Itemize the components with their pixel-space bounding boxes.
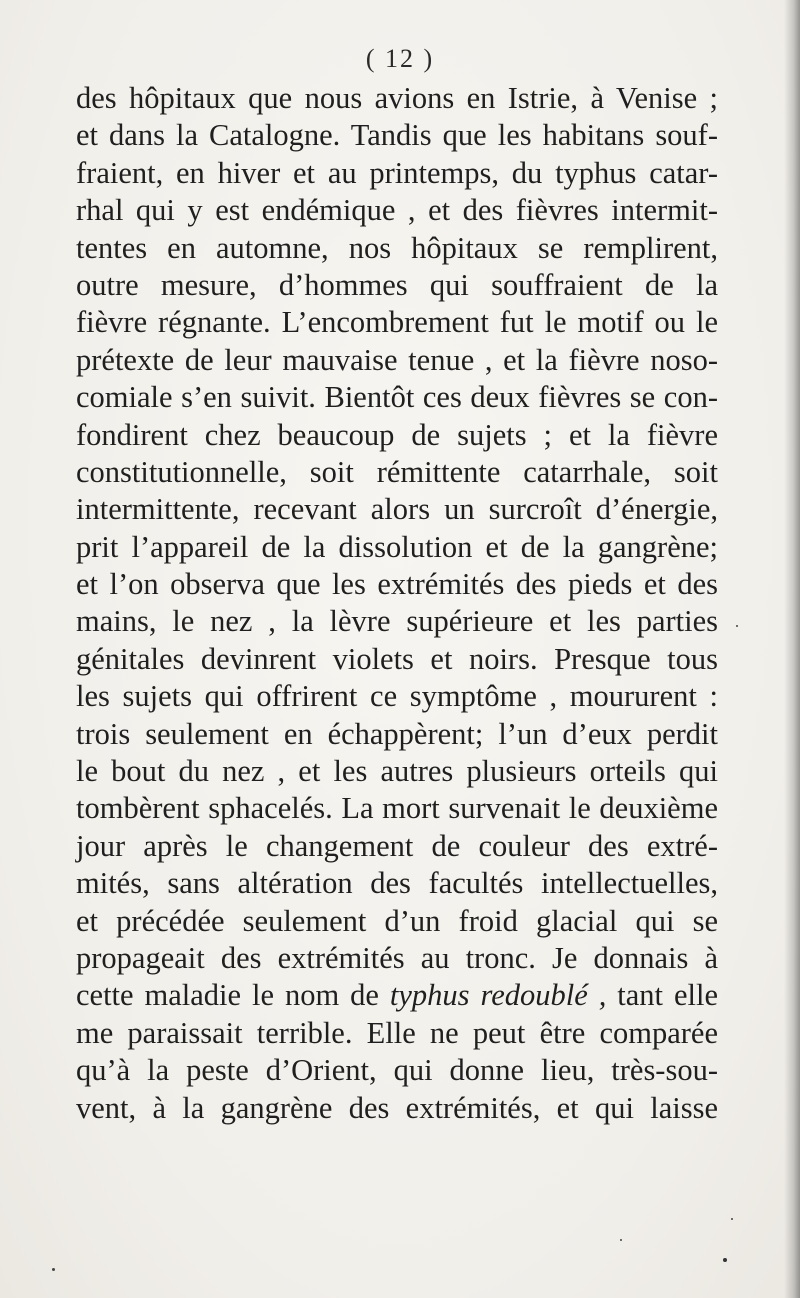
text-line: vent, à la gangrène des extrémités, et qui laisse (76, 1090, 718, 1125)
text-line-typhus (76, 977, 718, 1014)
text-line: génitales devinrent violets et noirs. Presque tous (76, 641, 718, 676)
text-line: le bout du nez , et les autres plusieurs orteils qui (76, 754, 718, 789)
paper-speck (723, 1258, 727, 1262)
text-line: comiale s’en suivit. Bientôt ces deux fièvres se con- (76, 380, 718, 415)
page-number: ( 12 ) (365, 44, 435, 73)
page-edge-shadow (784, 0, 800, 1298)
text-line: fièvre régnante. L’encombrement fut le motif ou le (76, 305, 718, 340)
text-line: et précédée seulement d’un froid glacial qui se (76, 903, 718, 938)
text-line: mités, sans altération des facultés intellectuelles, (76, 866, 718, 901)
text-line: constitutionnelle, soit rémittente catarrhale, soit (76, 454, 718, 489)
text-line: trois seulement en échappèrent; l’un d’eux perdit (76, 716, 718, 751)
text-line: prit l’appareil de la dissolution et de la gangrène; (76, 529, 718, 564)
text-line: les sujets qui offrirent ce symptôme , moururent : (76, 679, 718, 714)
text-line: fraient, en hiver et au printemps, du typhus catar- (76, 155, 718, 190)
text-line: intermittente, recevant alors un surcroît d’énergie, (76, 492, 718, 527)
paper-speck (52, 1268, 55, 1271)
text-line: et dans la Catalogne. Tandis que les habitans souf- (76, 118, 718, 153)
paper-speck (620, 1239, 622, 1241)
text-fragment: tant elle (606, 978, 718, 1013)
text-line: et l’on observa que les extrémités des pieds et des (76, 567, 718, 602)
paper-speck (736, 625, 738, 627)
text-line: me paraissait terrible. Elle ne peut être comparée (76, 1015, 718, 1050)
text-line: mains, le nez , la lèvre supérieure et les parties (76, 604, 718, 639)
body-text (76, 80, 718, 1127)
text-line: tombèrent sphacelés. La mort survenait le deuxième (76, 791, 718, 826)
text-line: tentes en automne, nos hôpitaux se remplirent, (76, 230, 718, 265)
text-line: jour après le changement de couleur des extré- (76, 828, 718, 863)
italic-term: typhus redoublé , (389, 978, 607, 1013)
text-line: outre mesure, d’hommes qui souffraient de la (76, 267, 718, 302)
text-line: des hôpitaux que nous avions en Istrie, à Venise ; (76, 81, 718, 115)
text-line: fondirent chez beaucoup de sujets ; et la fièvre (76, 417, 718, 452)
text-line: qu’à la peste d’Orient, qui donne lieu, très-sou- (76, 1053, 718, 1088)
paper-speck (731, 1218, 733, 1220)
text-line: prétexte de leur mauvaise tenue , et la fièvre noso- (76, 342, 718, 377)
text-line: rhal qui y est endémique , et des fièvres intermit- (76, 193, 718, 228)
text-line: propageait des extrémités au tronc. Je donnais à (76, 940, 718, 975)
text-fragment: cette maladie le nom de (76, 978, 390, 1013)
